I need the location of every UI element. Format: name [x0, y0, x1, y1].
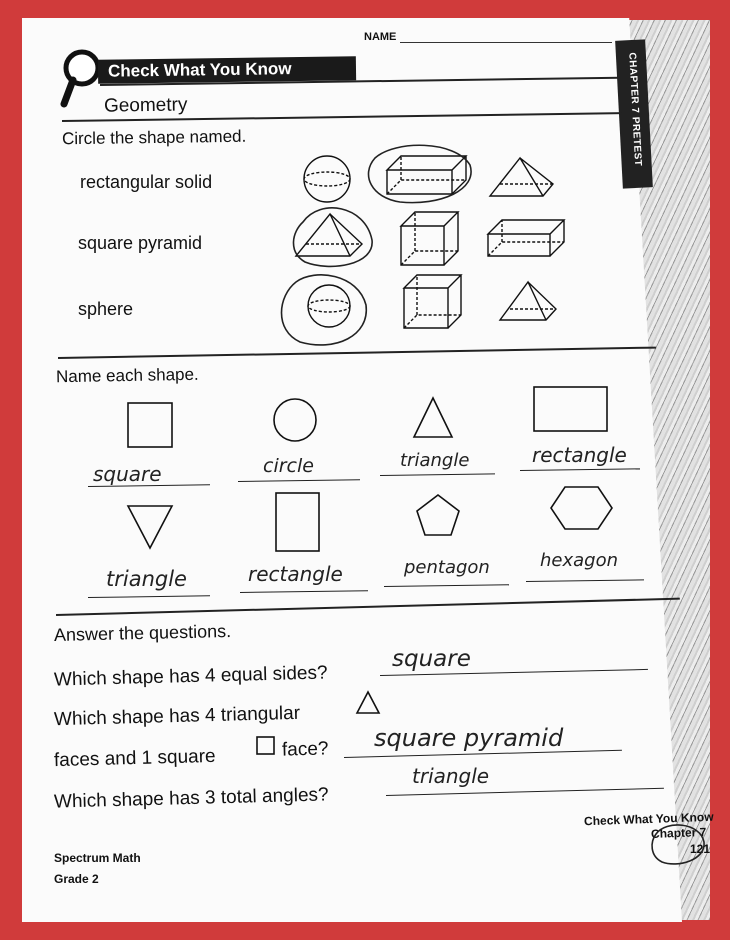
answer-pentagon: pentagon [404, 557, 490, 578]
circle-figure [274, 399, 316, 441]
footer-grade: Grade 2 [54, 872, 99, 886]
page-number-circle [648, 820, 711, 870]
answer-rectangle: rectangle [532, 443, 627, 467]
rectangular-solid-drawing [488, 220, 564, 256]
answer-q1: square [392, 646, 471, 672]
square-pyramid-drawing [500, 282, 556, 320]
footer-series: Spectrum Math [54, 851, 141, 865]
answer-triangle: triangle [400, 450, 470, 471]
rectangle-figure [534, 387, 607, 431]
small-square-figure [257, 737, 274, 754]
answer-hexagon: hexagon [540, 550, 619, 571]
question-3: Which shape has 3 total angles? [53, 784, 329, 813]
row-label-sphere: sphere [78, 299, 134, 319]
section3-instruction: Answer the questions. [53, 620, 232, 646]
rectangular-solid-drawing [387, 156, 466, 194]
square-pyramid-drawing [490, 158, 553, 196]
rectangle-figure [276, 493, 319, 551]
cube-drawing [404, 275, 461, 328]
section1-instruction: Circle the shape named. [61, 126, 247, 149]
hexagon-figure [551, 487, 612, 529]
question-2-line-1: Which shape has 4 triangular [53, 702, 301, 731]
answer-tall-rectangle: rectangle [248, 562, 343, 586]
answer-inverted-triangle: triangle [106, 567, 187, 591]
question-2-line-2b: face? [281, 738, 329, 761]
question-1: Which shape has 4 equal sides? [53, 662, 328, 691]
triangle-figure [414, 398, 452, 437]
question-2-line-2a: faces and 1 square [53, 745, 216, 772]
square-figure [128, 403, 172, 447]
sphere-drawing [308, 285, 350, 327]
section2-instruction: Name each shape. [55, 364, 199, 387]
square-pyramid-drawing [296, 214, 362, 256]
small-triangle-figure [357, 692, 379, 713]
footer-check-label: Check What You Know [583, 809, 714, 829]
footer-page-number: 121 [690, 842, 711, 856]
row-label-square-pyramid: square pyramid [78, 233, 203, 253]
pentagon-figure [417, 495, 459, 535]
answer-square: square [93, 462, 162, 486]
answer-circle: circle [263, 455, 314, 477]
name-label: NAME [364, 31, 397, 43]
answer-q2: square pyramid [374, 724, 564, 752]
banner-title: Check What You Know [107, 59, 292, 81]
subject-title: Geometry [103, 94, 188, 117]
row-label-rectangular-solid: rectangular solid [80, 172, 213, 192]
inverted-triangle-figure [128, 506, 172, 548]
cube-drawing [401, 212, 458, 265]
answer-q3: triangle [412, 764, 490, 788]
footer-chapter-label: Chapter 7 [650, 825, 707, 841]
sphere-drawing [304, 156, 350, 202]
chapter-tab-label: CHAPTER 7 PRETEST [626, 52, 644, 167]
